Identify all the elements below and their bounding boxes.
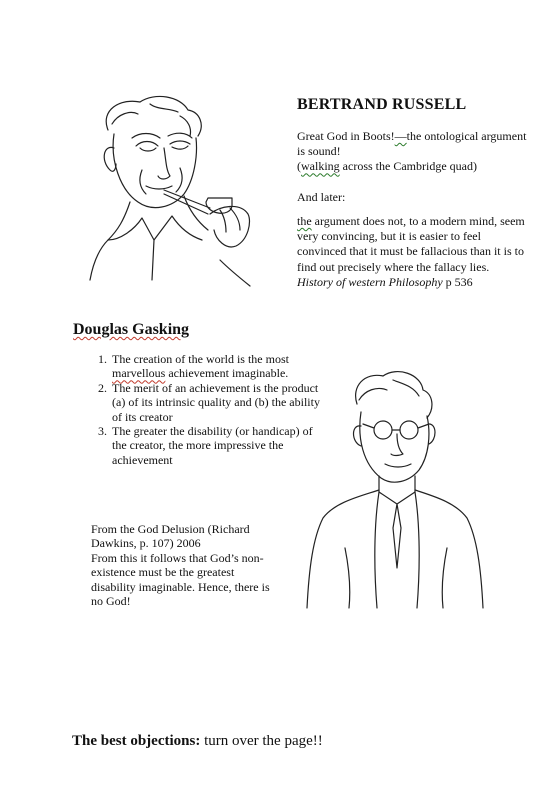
footer-line: The best objections: turn over the page!!	[72, 733, 323, 749]
bertrand-russell-portrait	[80, 90, 270, 290]
citation-title: History of western Philosophy	[297, 274, 443, 289]
russell-quote: Great God in Boots!—the ontological argument is sound! (walking across the Cambridge quad)	[297, 129, 527, 174]
gasking-heading: Douglas Gasking	[73, 321, 190, 338]
premise-item: 2. The merit of an achievement is the product (a) of its intrinsic quality and (b) the ability of its creator	[110, 381, 320, 424]
russell-heading: BERTRAND RUSSELL	[297, 96, 467, 113]
and-later-label: And later:	[297, 190, 346, 204]
russell-second-quote: the argument does not, to a modern mind, seem very convincing, but it is easier to feel convinced that it must be fallacious than it is to find out precisely where the fallacy lies. History of western Philosophy p 536	[297, 214, 525, 289]
premise-item: 1. The creation of the world is the most marvellous achievement imaginable.	[110, 352, 320, 381]
douglas-gasking-portrait	[305, 368, 487, 612]
dawkins-source: From the God Delusion (Richard Dawkins, p. 107) 2006 From this it follows that God’s non-existence must be the greatest disability imaginable. Hence, there is no God!	[91, 522, 270, 609]
gasking-conclusion: From this it follows that God’s non-existence must be the greatest disability imaginable. Hence, there is no God!	[91, 550, 270, 609]
premise-item: 3. The greater the disability (or handicap) of the creator, the more impressive the achievement	[110, 424, 320, 467]
gasking-premises-list	[72, 352, 320, 467]
